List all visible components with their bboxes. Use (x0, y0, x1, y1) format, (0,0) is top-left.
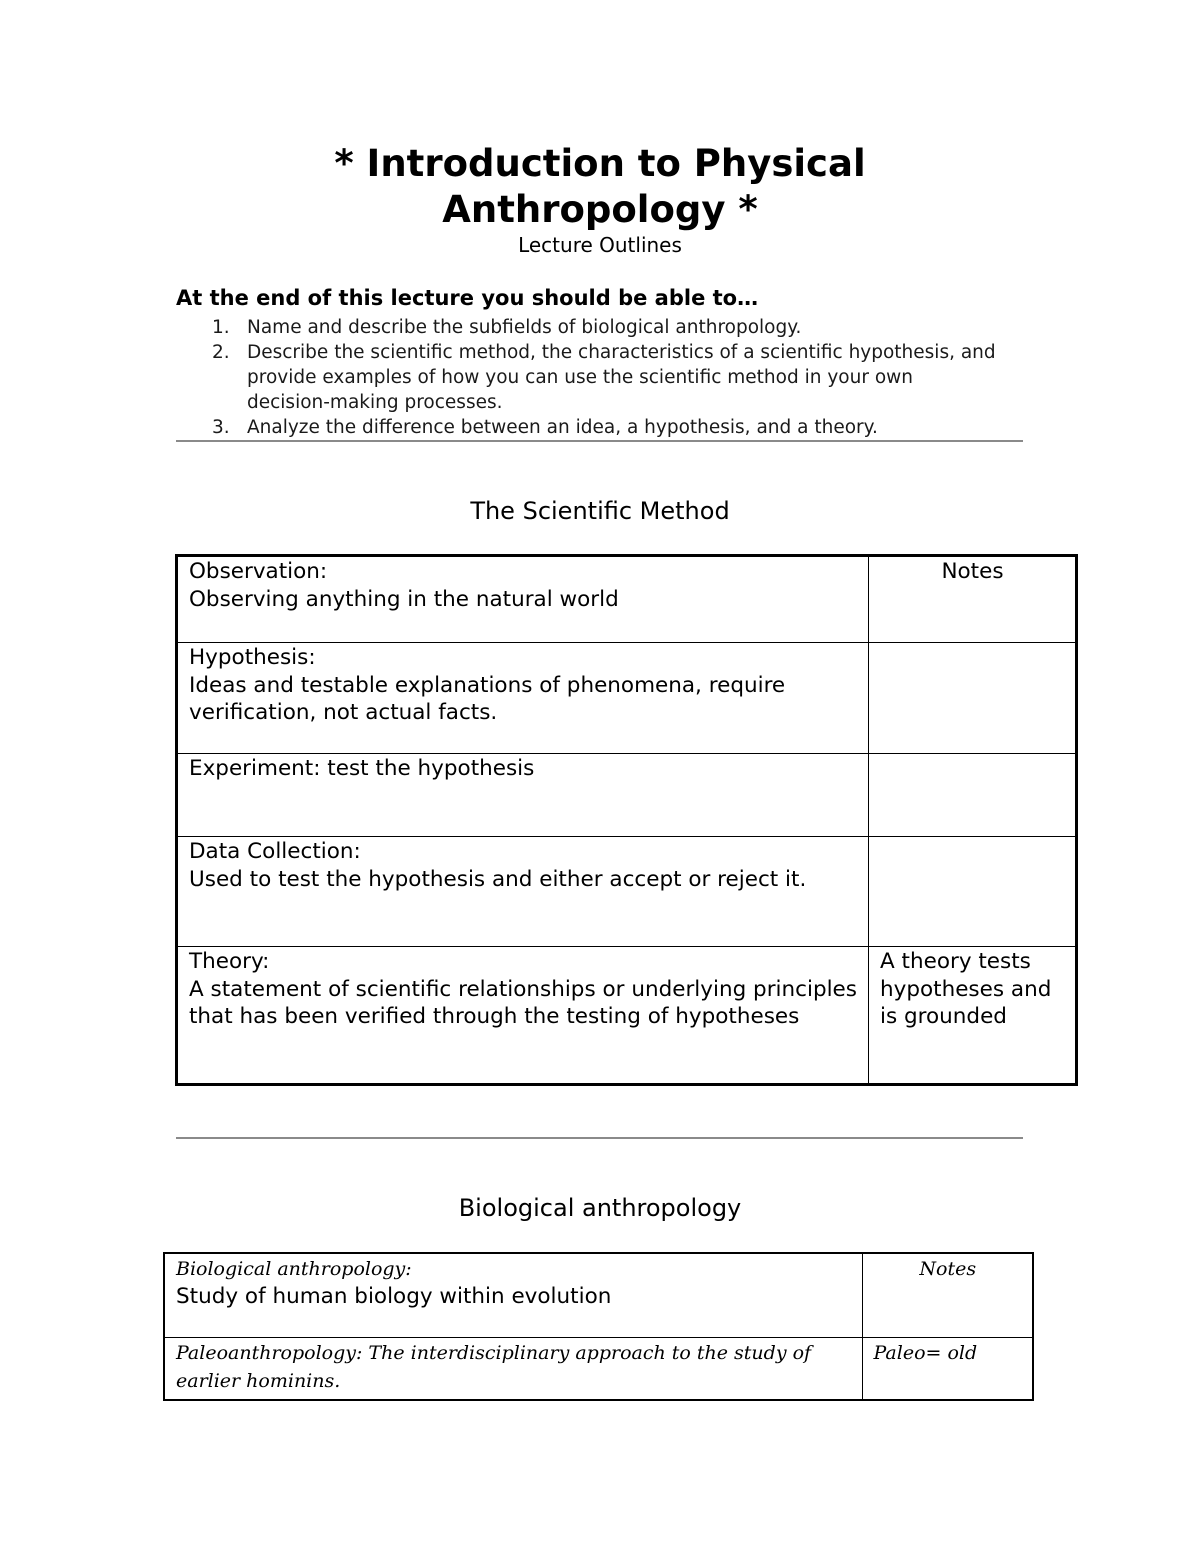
title-line-2: Anthropology * (442, 188, 758, 231)
table-row (164, 1253, 1033, 1337)
section-divider (176, 440, 1023, 442)
table-row (177, 754, 1077, 837)
objective-item (176, 340, 996, 415)
objective-text: Name and describe the subfields of biological anthropology. (247, 317, 802, 338)
objective-item (176, 315, 996, 340)
step-description: Ideas and testable explanations of phenomena, require verification, not actual facts. (189, 672, 786, 725)
term-cell (164, 1253, 862, 1337)
notes-cell (869, 754, 1077, 837)
step-cell (177, 643, 869, 754)
step-cell (177, 754, 869, 837)
notes-cell (869, 643, 1077, 754)
step-description: Observing anything in the natural world (189, 586, 619, 612)
step-label: Theory: (189, 949, 270, 974)
objective-text: Describe the scientific method, the characteristics of a scientific hypothesis, and provide examples of how you can use the scientific method in your own decision-making processes. (247, 342, 996, 413)
term-definition: Study of human biology within evolution (176, 1284, 612, 1309)
term-cell (164, 1337, 862, 1400)
objective-number: 2. (212, 342, 230, 363)
term-label: Paleoanthropology: The interdisciplinary approach to the study of earlier hominins. (176, 1341, 812, 1392)
notes-cell (869, 837, 1077, 947)
objectives-heading: At the end of this lecture you should be able to… (176, 286, 759, 310)
step-cell (177, 556, 869, 643)
notes-cell: A theory tests hypotheses and is grounded (869, 947, 1077, 1085)
notes-cell: Notes (862, 1253, 1033, 1337)
step-label: Hypothesis: (189, 645, 316, 670)
scientific-method-table (175, 554, 1078, 1086)
title-line-1: * Introduction to Physical (334, 142, 866, 185)
step-description: Used to test the hypothesis and either accept or reject it. (189, 866, 807, 892)
step-label: Data Collection: (189, 839, 361, 864)
step-cell (177, 947, 869, 1085)
scientific-method-title: The Scientific Method (470, 497, 730, 525)
table-row (177, 947, 1077, 1085)
document-title (0, 141, 1200, 233)
step-cell (177, 837, 869, 947)
biological-anthropology-title: Biological anthropology (458, 1194, 742, 1222)
step-label: Observation: (189, 559, 328, 584)
section-divider (176, 1137, 1023, 1139)
table-row (164, 1337, 1033, 1400)
table-row (177, 556, 1077, 643)
step-label: Experiment: test the hypothesis (189, 756, 535, 781)
objective-number: 3. (212, 417, 230, 438)
term-label: Biological anthropology: (176, 1258, 412, 1280)
notes-cell: Paleo= old (862, 1337, 1033, 1400)
objective-text: Analyze the difference between an idea, a hypothesis, and a theory. (247, 417, 878, 438)
objectives-list (176, 315, 996, 440)
objective-number: 1. (212, 317, 230, 338)
document-subtitle: Lecture Outlines (518, 233, 682, 257)
table-row (177, 643, 1077, 754)
biological-anthropology-table (163, 1252, 1034, 1401)
objective-item (176, 415, 996, 440)
notes-cell: Notes (869, 556, 1077, 643)
table-row (177, 837, 1077, 947)
step-description: A statement of scientific relationships or underlying principles that has been verified through the testing of hypotheses (189, 976, 857, 1029)
